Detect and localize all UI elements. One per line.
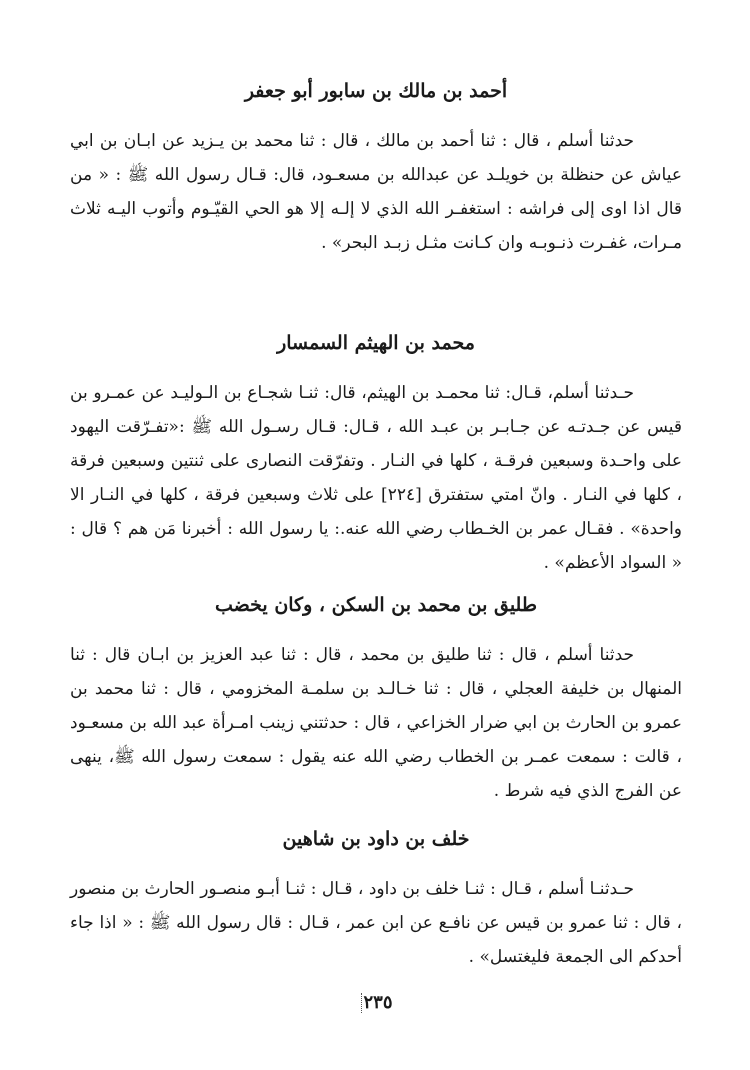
entry-text: حـدثنا أسلم، قـال: ثنا محمـد بن الهيثم، قال: ثنـا شجـاع بن الـوليـد عن عمـرو بن قيس عن جـدتـه عن جـابـر بن عبـد الله ، قـال: قـال رسـول الله ﷺ :«تفـرّقت اليهود على واحـدة وسبعين فرقـة ، كلها في النـار . وتفرّقت النصارى على ثنتين وسبعين فرقة ، كلها في النـار . وانّ امتي ستفترق [٢٢٤] على ثلاث وسبعين فرقة ، كلها في النـار الا واحدة» . فقـال عمر بن الخـطاب رضي الله عنه.: يا رسول الله : أخبرنا مَن هم ؟ قال : « السواد الأعظم» . xyxy=(70,383,682,573)
entry-heading: أحمد بن مالك بن سابور أبو جعفر xyxy=(244,80,508,102)
biography-entry xyxy=(70,78,682,260)
entry-text: حـدثنـا أسلم ، قـال : ثنـا خلف بن داود ، قـال : ثنـا أبـو منصـور الحارث بن منصور ، قال : ثنا عمرو بن قيس عن نافـع عن ابن عمر ، قـال : قال رسول الله ﷺ : « اذا جاء أحدكم الى الجمعة فليغتسل» . xyxy=(70,879,682,967)
biography-entry xyxy=(70,592,682,808)
biography-entry xyxy=(70,330,682,580)
entry-text: حدثنا أسلم ، قال : ثنا أحمد بن مالك ، قال : ثنا محمد بن يـزيد عن ابـان بن ابي عياش عن حنظلة بن خويلـد عن عبدالله بن مسعـود، قال: قـال رسول الله ﷺ : « من قال اذا اوى إلى فراشه : استغفـر الله الذي لا إلـه إلا هو الحي القيّـوم وأتوب اليـه ثلاث مـرات، غفـرت ذنـوبـه وان كـانت مثـل زبـد البحر» . xyxy=(70,131,682,253)
book-page xyxy=(70,78,682,1058)
entry-text: حدثنا أسلم ، قال : ثنا طليق بن محمد ، قال : ثنا عبد العزيز بن ابـان قال : ثنا المنهال بن خليفة العجلي ، قال : ثنا خـالـد بن سلمـة المخزومي ، قال : ثنا محمد بن عمرو بن الحارث بن ابي ضرار الخزاعي ، قال : حدثتني زينب امـرأة عبد الله بن مسعـود ، قالت : سمعت عمـر بن الخطاب رضي الله عنه يقول : سمعت رسول الله ﷺ، ينهى عن الفرج الذي فيه شرط . xyxy=(70,645,682,801)
entry-heading: طليق بن محمد بن السكن ، وكان يخضب xyxy=(215,594,537,616)
entry-heading: محمد بن الهيثم السمسار xyxy=(277,332,475,354)
entry-heading: خلف بن داود بن شاهين xyxy=(282,828,470,850)
page-number-value: ٢٣٥ xyxy=(363,992,393,1013)
biography-entry xyxy=(70,826,682,974)
page-number xyxy=(340,992,410,1013)
